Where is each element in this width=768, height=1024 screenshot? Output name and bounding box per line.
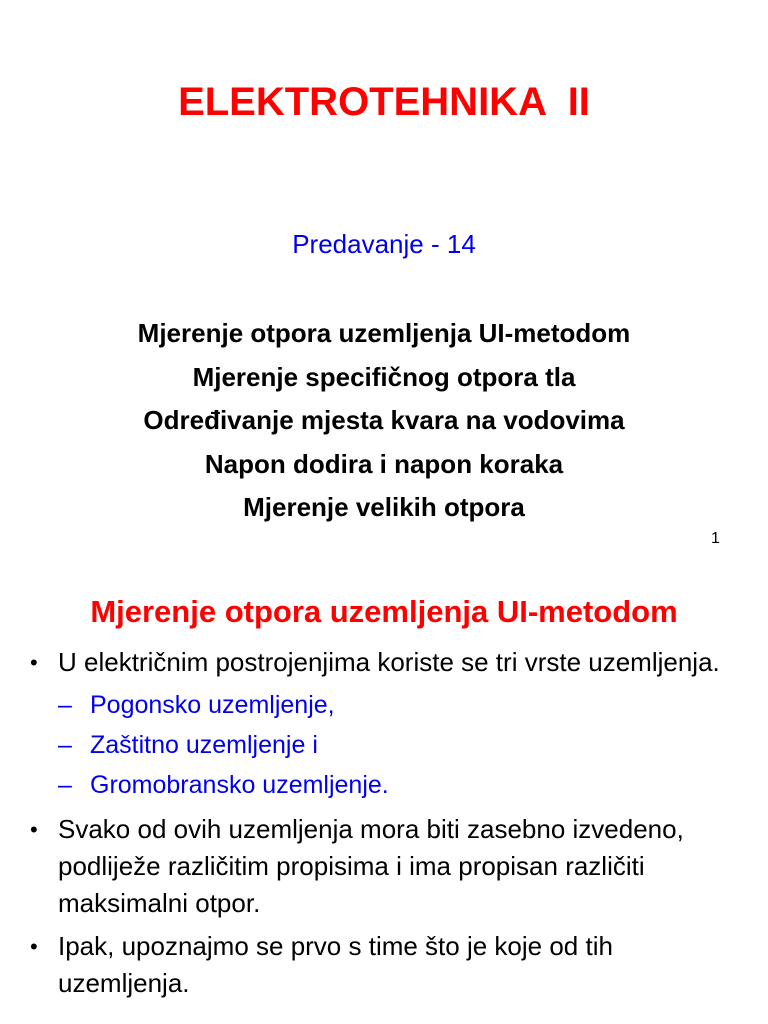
page-number: 1 — [711, 530, 720, 547]
topic-item: Mjerenje specifičnog otpora tla — [192, 361, 576, 392]
bullet-icon: • — [30, 650, 38, 675]
bullet-list — [30, 644, 750, 1008]
topic-item: Mjerenje velikih otpora — [243, 492, 525, 522]
sub-list — [58, 685, 750, 805]
sub-item — [58, 685, 750, 725]
bullet-text: Svako od ovih uzemljenja mora biti zasebno izvedeno, podliježe različitim propisima i ima propisan različiti maksimalni otpor. — [58, 814, 684, 918]
bullet-icon: • — [30, 817, 38, 842]
topic-item: Određivanje mjesta kvara na vodovima — [143, 405, 625, 435]
bullet-icon: • — [30, 934, 38, 959]
topic-item: Mjerenje otpora uzemljenja UI-metodom — [137, 318, 631, 348]
sub-item-text: Pogonsko uzemljenje, — [90, 691, 335, 719]
dash-icon: – — [58, 731, 72, 759]
topic-item: Napon dodira i napon koraka — [204, 448, 564, 479]
slide-title: ELEKTROTEHNIKA II — [178, 80, 590, 124]
bullet-text: U električnim postrojenjima koriste se tri vrste uzemljenja. — [58, 647, 720, 677]
dash-icon: – — [58, 771, 72, 799]
sub-item — [58, 725, 750, 765]
bullet-item — [30, 644, 750, 805]
dash-icon: – — [58, 691, 72, 719]
slide-title: Mjerenje otpora uzemljenja UI-metodom — [90, 594, 678, 629]
sub-item — [58, 765, 750, 805]
sub-item-text: Gromobransko uzemljenje. — [90, 771, 389, 799]
lecture-subtitle: Predavanje - 14 — [292, 229, 476, 259]
sub-item-text: Zaštitno uzemljenje i — [90, 731, 318, 759]
bullet-text: Ipak, upoznajmo se prvo s time što je koje od tih uzemljenja. — [58, 931, 613, 998]
topics-list — [0, 312, 768, 530]
content-slide — [0, 576, 768, 1024]
bullet-item — [30, 811, 750, 922]
bullet-item — [30, 928, 750, 1002]
